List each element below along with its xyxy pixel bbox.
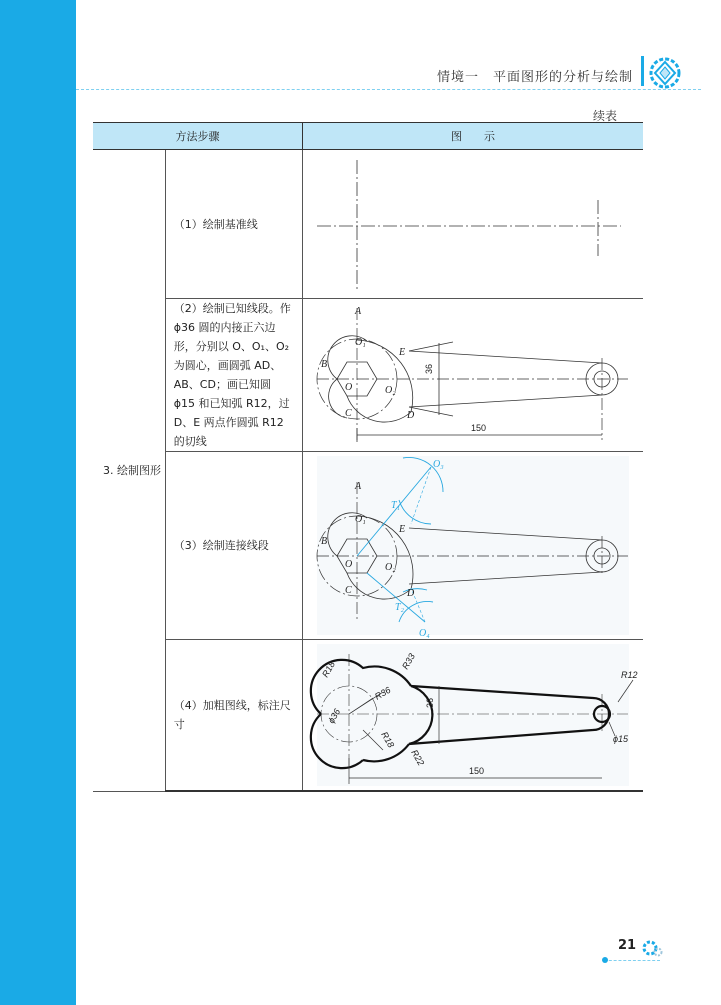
table-header-row — [93, 123, 643, 150]
dim-r36-label: R36 — [372, 684, 393, 702]
dim-r18-bottom-label: R18 — [379, 730, 397, 750]
page-number: 21 — [618, 938, 637, 953]
known-segments-drawing — [303, 300, 643, 450]
dim-150-label: 150 — [470, 423, 487, 433]
point-c-label: C — [344, 408, 352, 419]
continued-label: 续表 — [592, 109, 617, 123]
point-o-label: O — [344, 382, 353, 393]
figure-cell — [302, 150, 643, 299]
dim-r33-label: R33 — [400, 651, 417, 671]
point-t2-label: T₂ — [394, 602, 405, 613]
point-e-label: E — [398, 347, 406, 358]
final-drawing — [303, 640, 643, 790]
category-cell: 3. 绘制图形 — [93, 150, 165, 792]
gear-icon — [641, 937, 663, 959]
figure-cell — [302, 299, 643, 452]
point-o2-label: O₂ — [384, 385, 396, 396]
footer-dot — [602, 957, 608, 963]
point-o4-label: O₄ — [418, 628, 430, 639]
connecting-segments-drawing — [303, 452, 643, 639]
step-cell: （2）绘制已知线段。作 ϕ36 圆的内接正六边形，分别以 O、O₁、O₂ 为圆心，画圆弧 AD、AB、CD；画已知圆 ϕ15 和已知弧 R12，过 D、E 两点作圆弧 R12 的切线 — [165, 299, 302, 452]
figure-cell — [302, 640, 643, 792]
column-header-method: 方法步骤 — [93, 123, 302, 150]
column-header-figure: 图 示 — [302, 123, 643, 150]
point-a-label: A — [354, 306, 362, 317]
footer-dotted-line — [604, 960, 660, 961]
point-o1-label: O₁ — [354, 337, 366, 348]
dim-150-label: 150 — [468, 766, 485, 776]
point-e-label: E — [398, 524, 406, 535]
point-o1-label: O₁ — [354, 514, 366, 525]
dim-r22-label: R22 — [409, 748, 427, 768]
dim-r12-label: R12 — [620, 670, 638, 680]
point-c-label: C — [344, 585, 352, 596]
point-d-label: D — [406, 588, 415, 599]
dim-phi36-label: ϕ36 — [326, 706, 343, 725]
dim-36-label: 36 — [423, 363, 434, 374]
step-cell: （4）加粗图线，标注尺寸 — [165, 640, 302, 792]
point-o-label: O — [344, 559, 353, 570]
header-accent-bar — [641, 56, 644, 86]
table-row — [93, 640, 643, 792]
method-table — [93, 122, 643, 792]
step-cell: （1）绘制基准线 — [165, 150, 302, 299]
table-row — [93, 452, 643, 640]
baseline-drawing — [303, 150, 643, 298]
point-a-label: A — [354, 481, 362, 492]
side-color-band — [0, 0, 76, 1005]
figure-cell — [302, 452, 643, 640]
point-t1-label: T₁ — [390, 500, 401, 511]
header-dotted-line — [76, 89, 701, 90]
dim-r18-top-label: R18 — [320, 659, 337, 679]
table-row — [93, 299, 643, 452]
point-o2-label: O₂ — [384, 562, 396, 573]
point-b-label: B — [320, 359, 328, 370]
point-o3-label: O₃ — [432, 459, 444, 470]
dim-36-label: 36 — [424, 697, 435, 708]
point-b-label: B — [320, 536, 328, 547]
gear-logo-icon — [648, 56, 682, 90]
point-d-label: D — [406, 410, 415, 421]
table-row — [93, 150, 643, 299]
dim-phi15-label: ϕ15 — [612, 734, 629, 744]
chapter-title: 情境一 平面图形的分析与绘制 — [436, 70, 633, 85]
step-cell: （3）绘制连接线段 — [165, 452, 302, 640]
